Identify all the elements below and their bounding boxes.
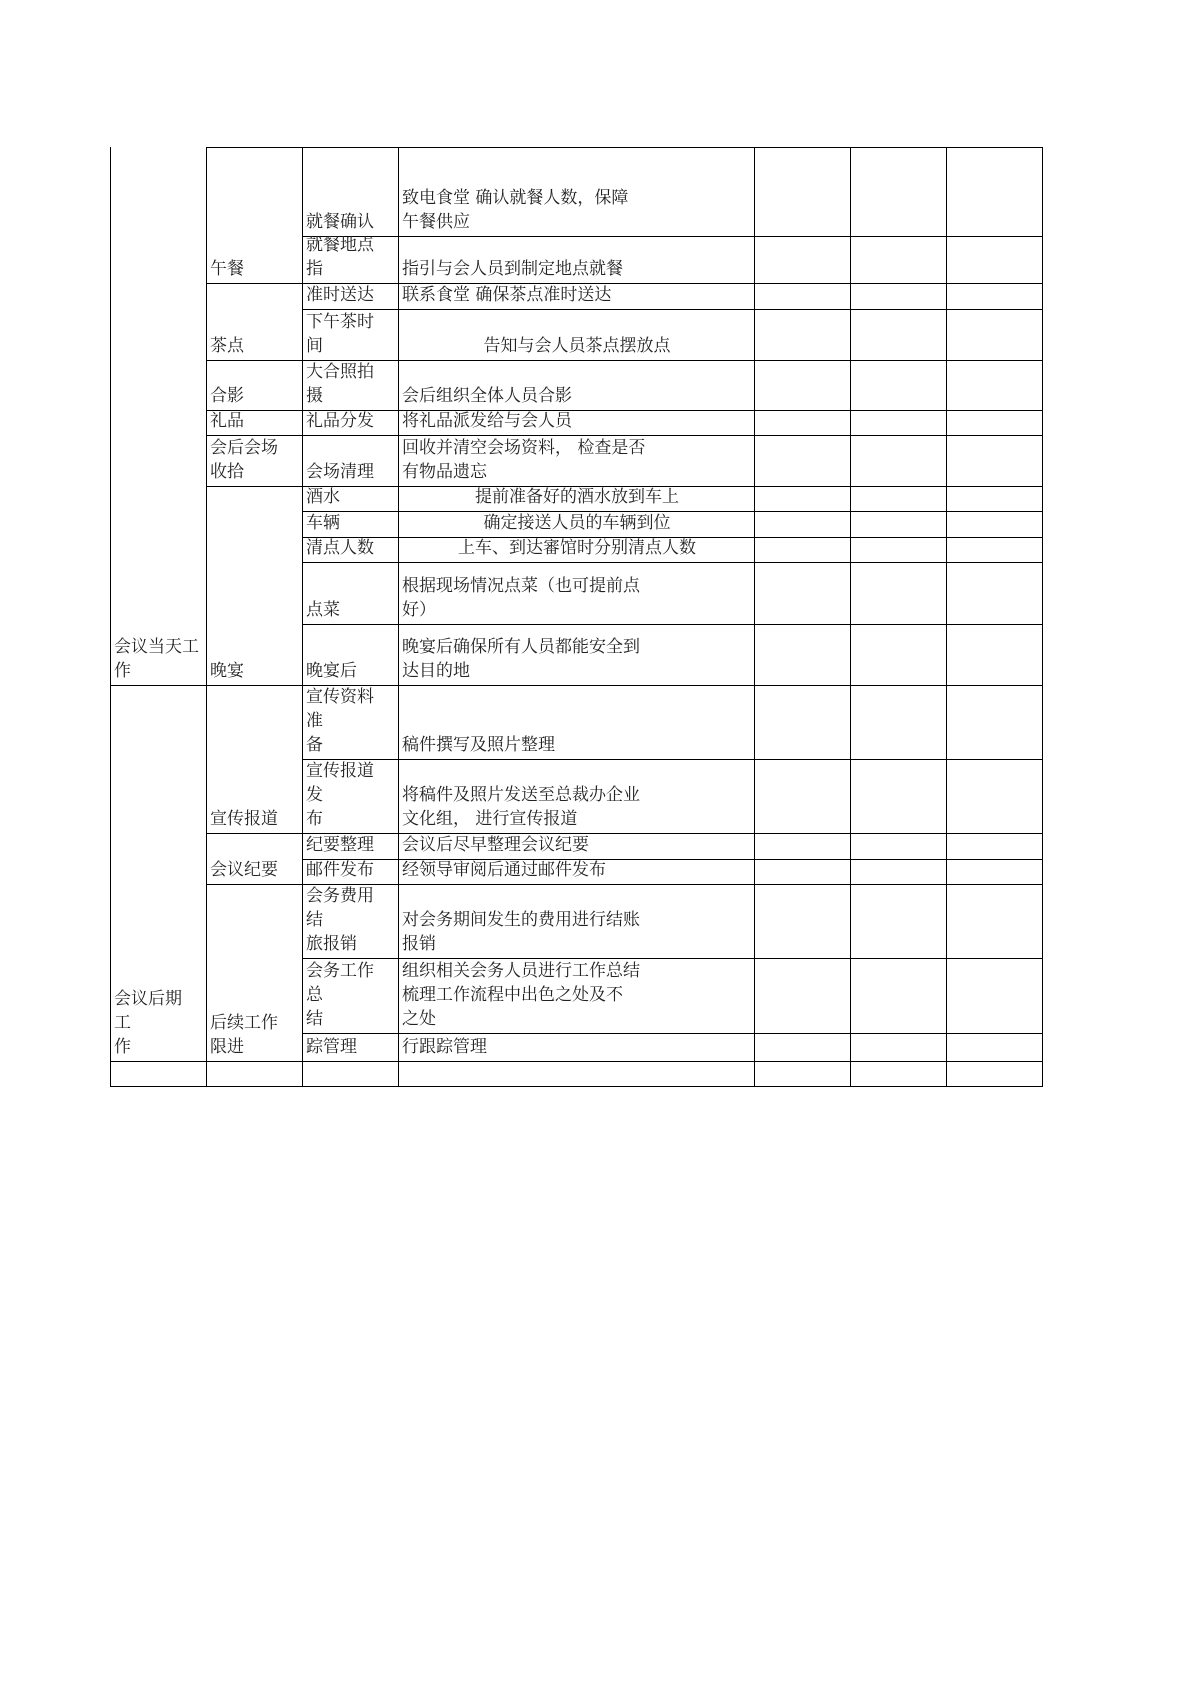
group-label: 合影 [210, 386, 244, 406]
grid-line [110, 1061, 207, 1062]
grid-line [754, 147, 755, 1087]
status-cell [754, 859, 850, 884]
task-cell: 就餐地点 指 [306, 236, 374, 279]
task-cell: 车辆 [306, 513, 340, 533]
status-cell [850, 236, 946, 283]
status-cell [754, 309, 850, 360]
status-cell [850, 147, 946, 236]
status-cell [754, 833, 850, 859]
status-cell [754, 486, 850, 511]
status-cell [946, 884, 1042, 958]
status-cell [754, 884, 850, 958]
task-cell: 清点人数 [306, 538, 374, 558]
status-cell [946, 958, 1042, 1033]
task-cell: 下午茶时 间 [306, 312, 374, 356]
task-cell: 酒水 [306, 487, 340, 507]
status-cell [850, 410, 946, 435]
status-cell [754, 511, 850, 537]
group-label: 会议纪要 [210, 860, 278, 880]
section-label: 会议当天工 作 [114, 637, 199, 681]
task-description: 会议后尽早整理会议纪要 [402, 835, 589, 855]
group-label: 礼品 [210, 411, 244, 431]
task-cell: 大合照拍 摄 [306, 362, 374, 406]
status-cell [850, 624, 946, 685]
status-cell [850, 486, 946, 511]
grid-line [850, 147, 851, 1087]
status-cell [946, 236, 1042, 283]
status-cell [850, 759, 946, 833]
status-cell [754, 283, 850, 309]
status-cell [850, 833, 946, 859]
grid-line [110, 1086, 1043, 1087]
task-description: 指引与会人员到制定地点就餐 [402, 259, 623, 279]
status-cell [946, 147, 1042, 236]
status-cell [850, 859, 946, 884]
grid-line [946, 147, 947, 1087]
task-description: 告知与会人员茶点摆放点 [483, 336, 671, 356]
grid-line [1042, 147, 1043, 1087]
task-cell: 纪要整理 [306, 835, 374, 855]
task-cell: 宣传资料 准 备 [306, 687, 374, 755]
task-description: 致电食堂 确认就餐人数，保障 午餐供应 [402, 188, 629, 232]
task-description: 确定接送人员的车辆到位 [483, 513, 671, 533]
group-label: 晚宴 [210, 661, 244, 681]
status-cell [850, 309, 946, 360]
status-cell [946, 283, 1042, 309]
status-cell [754, 759, 850, 833]
status-cell [850, 283, 946, 309]
status-cell [850, 562, 946, 624]
task-cell: 宣传报道 发 布 [306, 761, 374, 829]
status-cell [850, 537, 946, 562]
grid-line [302, 1061, 1043, 1062]
grid-line [206, 147, 207, 1087]
task-description: 组织相关会务人员进行工作总结 梳理工作流程中出色之处及不 之处 [402, 961, 640, 1029]
status-cell [754, 435, 850, 486]
grid-line [302, 147, 303, 1087]
status-cell [946, 685, 1042, 759]
task-description: 将礼品派发给与会人员 [402, 411, 572, 431]
status-cell [850, 1033, 946, 1061]
status-cell [754, 1033, 850, 1061]
group-label: 宣传报道 [210, 809, 278, 829]
task-cell: 礼品分发 [306, 411, 374, 431]
status-cell [946, 537, 1042, 562]
task-cell: 就餐确认 [306, 212, 374, 232]
status-cell [754, 562, 850, 624]
task-cell: 点菜 [306, 600, 340, 620]
task-description: 经领导审阅后通过邮件发布 [402, 860, 606, 880]
task-description: 提前准备好的酒水放到车上 [475, 487, 679, 507]
task-cell: 会务费用 结 旅报销 [306, 886, 374, 954]
status-cell [946, 759, 1042, 833]
task-cell: 晚宴后 [306, 661, 357, 681]
task-description: 对会务期间发生的费用进行结账 报销 [402, 910, 640, 954]
status-cell [754, 537, 850, 562]
group-label: 会后会场 收拾 [210, 438, 278, 482]
grid-line [206, 1061, 303, 1062]
grid-line [110, 147, 111, 1087]
status-cell [946, 486, 1042, 511]
group-label: 午餐 [210, 259, 244, 279]
grid-line [206, 147, 1043, 148]
status-cell [946, 410, 1042, 435]
status-cell [946, 435, 1042, 486]
section-label: 会议后期 工 作 [114, 989, 182, 1057]
status-cell [946, 562, 1042, 624]
status-cell [754, 685, 850, 759]
task-description: 会后组织全体人员合影 [402, 386, 572, 406]
task-cell: 踪管理 [306, 1037, 357, 1057]
status-cell [754, 360, 850, 410]
status-cell [850, 958, 946, 1033]
status-cell [754, 410, 850, 435]
group-label: 茶点 [210, 336, 244, 356]
status-cell [850, 511, 946, 537]
status-cell [946, 511, 1042, 537]
status-cell [946, 859, 1042, 884]
status-cell [946, 624, 1042, 685]
status-cell [754, 624, 850, 685]
task-description: 联系食堂 确保茶点准时送达 [402, 285, 612, 305]
grid-line [398, 147, 399, 1087]
status-cell [946, 360, 1042, 410]
grid-line [110, 685, 207, 686]
task-cell: 会场清理 [306, 462, 374, 482]
task-description: 将稿件及照片发送至总裁办企业 文化组， 进行宣传报道 [402, 785, 640, 829]
status-cell [754, 147, 850, 236]
status-cell [946, 1033, 1042, 1061]
status-cell [754, 958, 850, 1033]
task-cell: 邮件发布 [306, 860, 374, 880]
task-description: 晚宴后确保所有人员都能安全到 达目的地 [402, 637, 640, 681]
task-description: 上车、到达審馆时分别清点人数 [458, 538, 696, 558]
task-description: 稿件撰写及照片整理 [402, 735, 555, 755]
status-cell [850, 685, 946, 759]
status-cell [946, 833, 1042, 859]
group-label: 后续工作 限进 [210, 1013, 278, 1057]
status-cell [946, 309, 1042, 360]
status-cell [850, 435, 946, 486]
task-description: 回收并清空会场资料， 检查是否 有物品遗忘 [402, 438, 646, 482]
status-cell [754, 236, 850, 283]
task-description: 行跟踪管理 [402, 1037, 487, 1057]
status-cell [850, 360, 946, 410]
status-cell [850, 884, 946, 958]
task-cell: 会务工作 总 结 [306, 961, 374, 1029]
task-cell: 准时送达 [306, 285, 374, 305]
task-description: 根据现场情况点菜（也可提前点 好） [402, 576, 640, 620]
